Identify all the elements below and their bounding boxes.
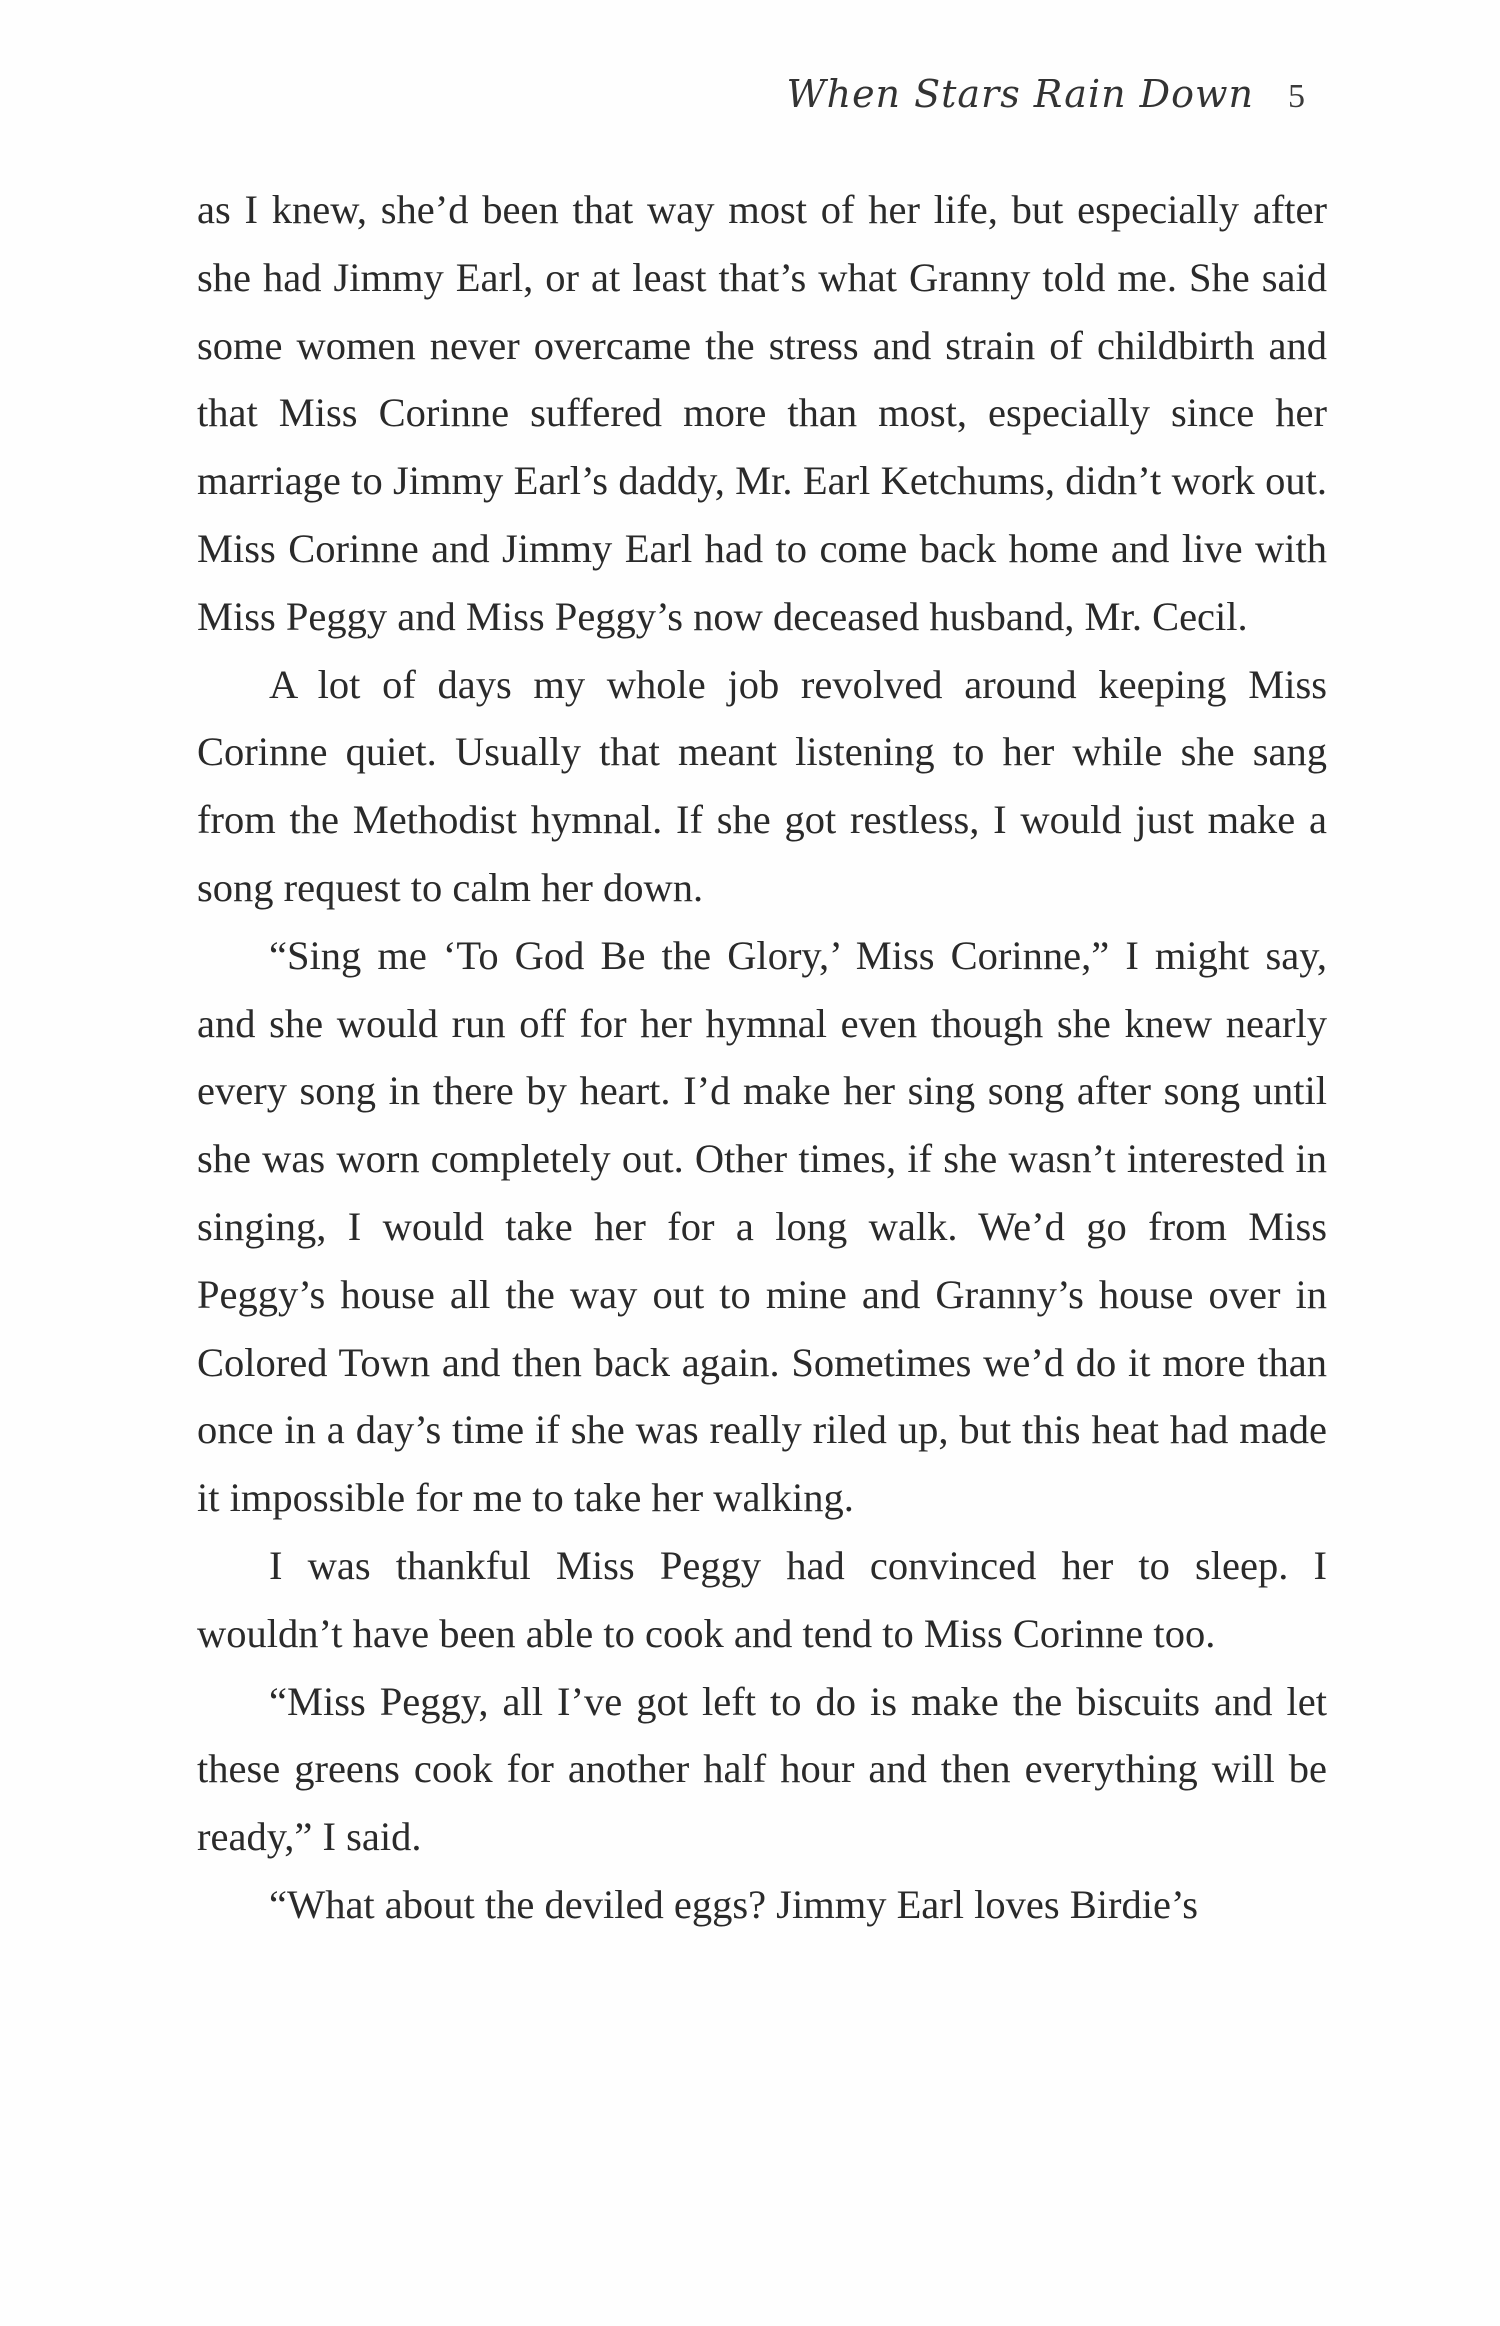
paragraph-1: as I knew, she’d been that way most of her life, but especially after she had Jimmy Earl, or at least that’s what Granny told me. She said some women never overcame the stress and strain of childbirth and that Miss Corinne suffered more than most, especially since her marriage to Jimmy Earl’s daddy, Mr. Earl Ketchums, didn’t work out. Miss Corinne and Jimmy Earl had to come back home and live with Miss Peggy and Miss Peggy’s now deceased husband, Mr. Cecil.	[197, 187, 1327, 639]
running-head	[787, 72, 1305, 116]
book-title: When Stars Rain Down	[786, 72, 1254, 116]
page-number: 5	[1288, 78, 1305, 115]
paragraph-3: “Sing me ‘To God Be the Glory,’ Miss Corinne,” I might say, and she would run off for her hymnal even though she knew nearly every song in there by heart. I’d make her sing song after song until she was worn completely out. Other times, if she wasn’t interested in singing, I would take her for a long walk. We’d go from Miss Peggy’s house all the way out to mine and Granny’s house over in Colored Town and then back again. Sometimes we’d do it more than once in a day’s time if she was really riled up, but this heat had made it impossible for me to take her walking.	[197, 932, 1327, 1521]
paragraph-5: “Miss Peggy, all I’ve got left to do is make the biscuits and let these greens cook for another half hour and then everything will be ready,” I said.	[197, 1678, 1327, 1860]
body-text	[197, 176, 1327, 1939]
paragraph-6: “What about the deviled eggs? Jimmy Earl loves Birdie’s	[269, 1881, 1199, 1927]
paragraph-4: I was thankful Miss Peggy had convinced her to sleep. I wouldn’t have been able to cook and tend to Miss Corinne too.	[197, 1542, 1327, 1656]
paragraph-2: A lot of days my whole job revolved around keeping Miss Corinne quiet. Usually that meant listening to her while she sang from the Methodist hymnal. If she got restless, I would just make a song request to calm her down.	[197, 661, 1327, 910]
